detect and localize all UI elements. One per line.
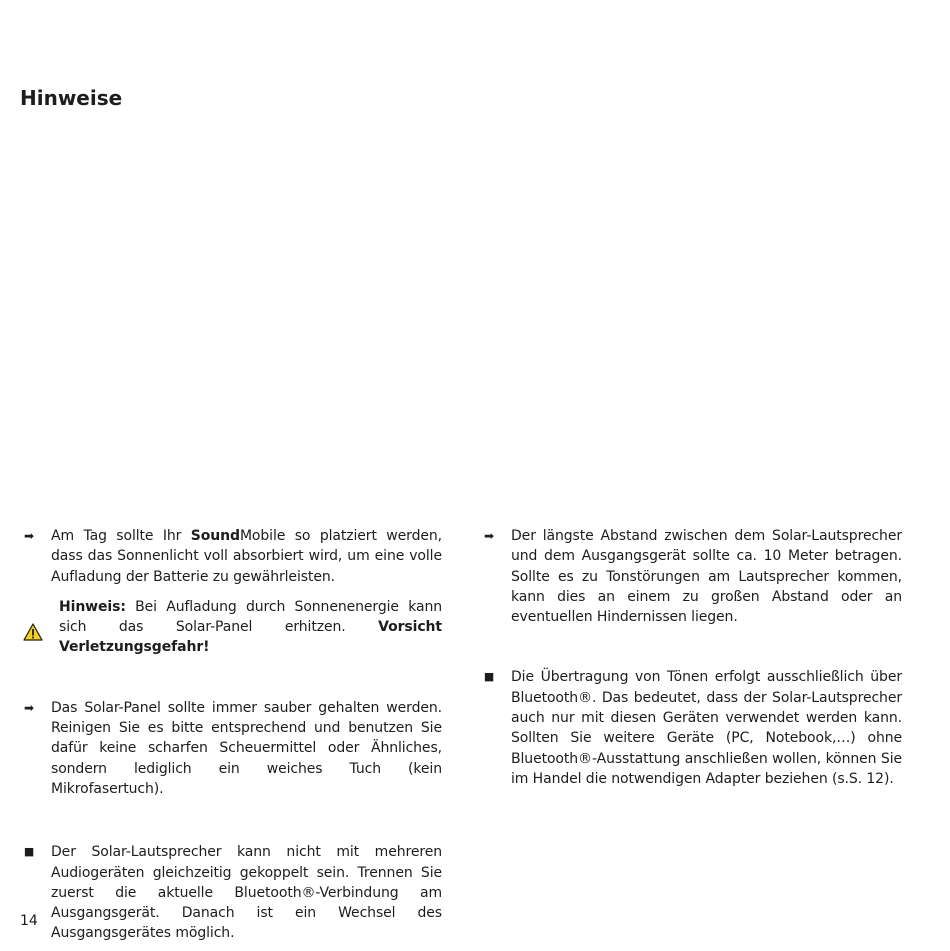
item-text: Das Solar-Panel sollte immer sauber gehalten werden. Reinigen Sie es bitte entsprechend und benutzen Sie dafür keine scharfen Scheuermittel oder Ähnliches, sondern lediglich ein weiches Tuch (kein Mikrofasertuch). <box>51 699 442 797</box>
list-item-bluetooth <box>480 667 902 789</box>
arrow-right-icon: ➡ <box>484 529 494 543</box>
injury-warning: Vorsicht Verletzungsgefahr! <box>59 619 442 656</box>
list-item-solar-placement <box>20 526 442 587</box>
list-item-panel-cleaning <box>20 698 442 799</box>
list-item-pairing <box>20 842 442 943</box>
arrow-right-icon: ➡ <box>24 700 34 715</box>
right-column <box>480 526 902 789</box>
note-text: Hinweis: Bei Aufladung durch Sonnenenergie kann sich das Solar-Panel erhitzen. Vorsicht Verletzungsgefahr! <box>59 598 442 656</box>
item-text: Der Solar-Lautsprecher kann nicht mit mehreren Audiogeräten gleichzeitig gekoppelt sein. Trennen Sie zuerst die aktuelle Bluetooth®-Verbindung am Ausgangsgerät. Danach ist ein Wechsel des Ausgangsgerätes möglich. <box>51 844 442 942</box>
note-label: Hinweis: <box>59 598 126 615</box>
arrow-right-icon: ➡ <box>24 529 34 543</box>
page-number: 14 <box>20 913 38 929</box>
square-bullet-icon: ■ <box>483 670 495 684</box>
page-title: Hinweise <box>20 86 123 110</box>
item-text: Am Tag sollte Ihr SoundMobile so platziert werden, dass das Sonnenlicht voll absorbiert wird, um eine volle Aufladung der Batterie zu gewährleisten. <box>51 528 442 585</box>
warning-note <box>20 597 442 658</box>
square-bullet-icon: ■ <box>23 845 35 859</box>
list-item-distance <box>480 526 902 627</box>
warning-triangle-icon <box>23 623 43 641</box>
left-column <box>20 526 442 944</box>
item-text: Der längste Abstand zwischen dem Solar-Lautsprecher und dem Ausgangsgerät sollte ca. 10 Meter betragen. Sollte es zu Tonstörungen am Lautsprecher kommen, kann dies an einem zu großen Abstand oder an eventuellen Hindernissen liegen. <box>511 528 902 626</box>
brand-name-bold: Sound <box>190 528 240 544</box>
item-text: Die Übertragung von Tönen erfolgt ausschließlich über Bluetooth®. Das bedeutet, dass der Solar-Lautsprecher auch nur mit diesen Geräten verwendet werden kann. Sollten Sie weitere Geräte (PC, Notebook,…) ohne Bluetooth®-Ausstattung anschließen wollen, können Sie im Handel die notwendigen Adapter beziehen (s.S. 12). <box>511 669 902 787</box>
